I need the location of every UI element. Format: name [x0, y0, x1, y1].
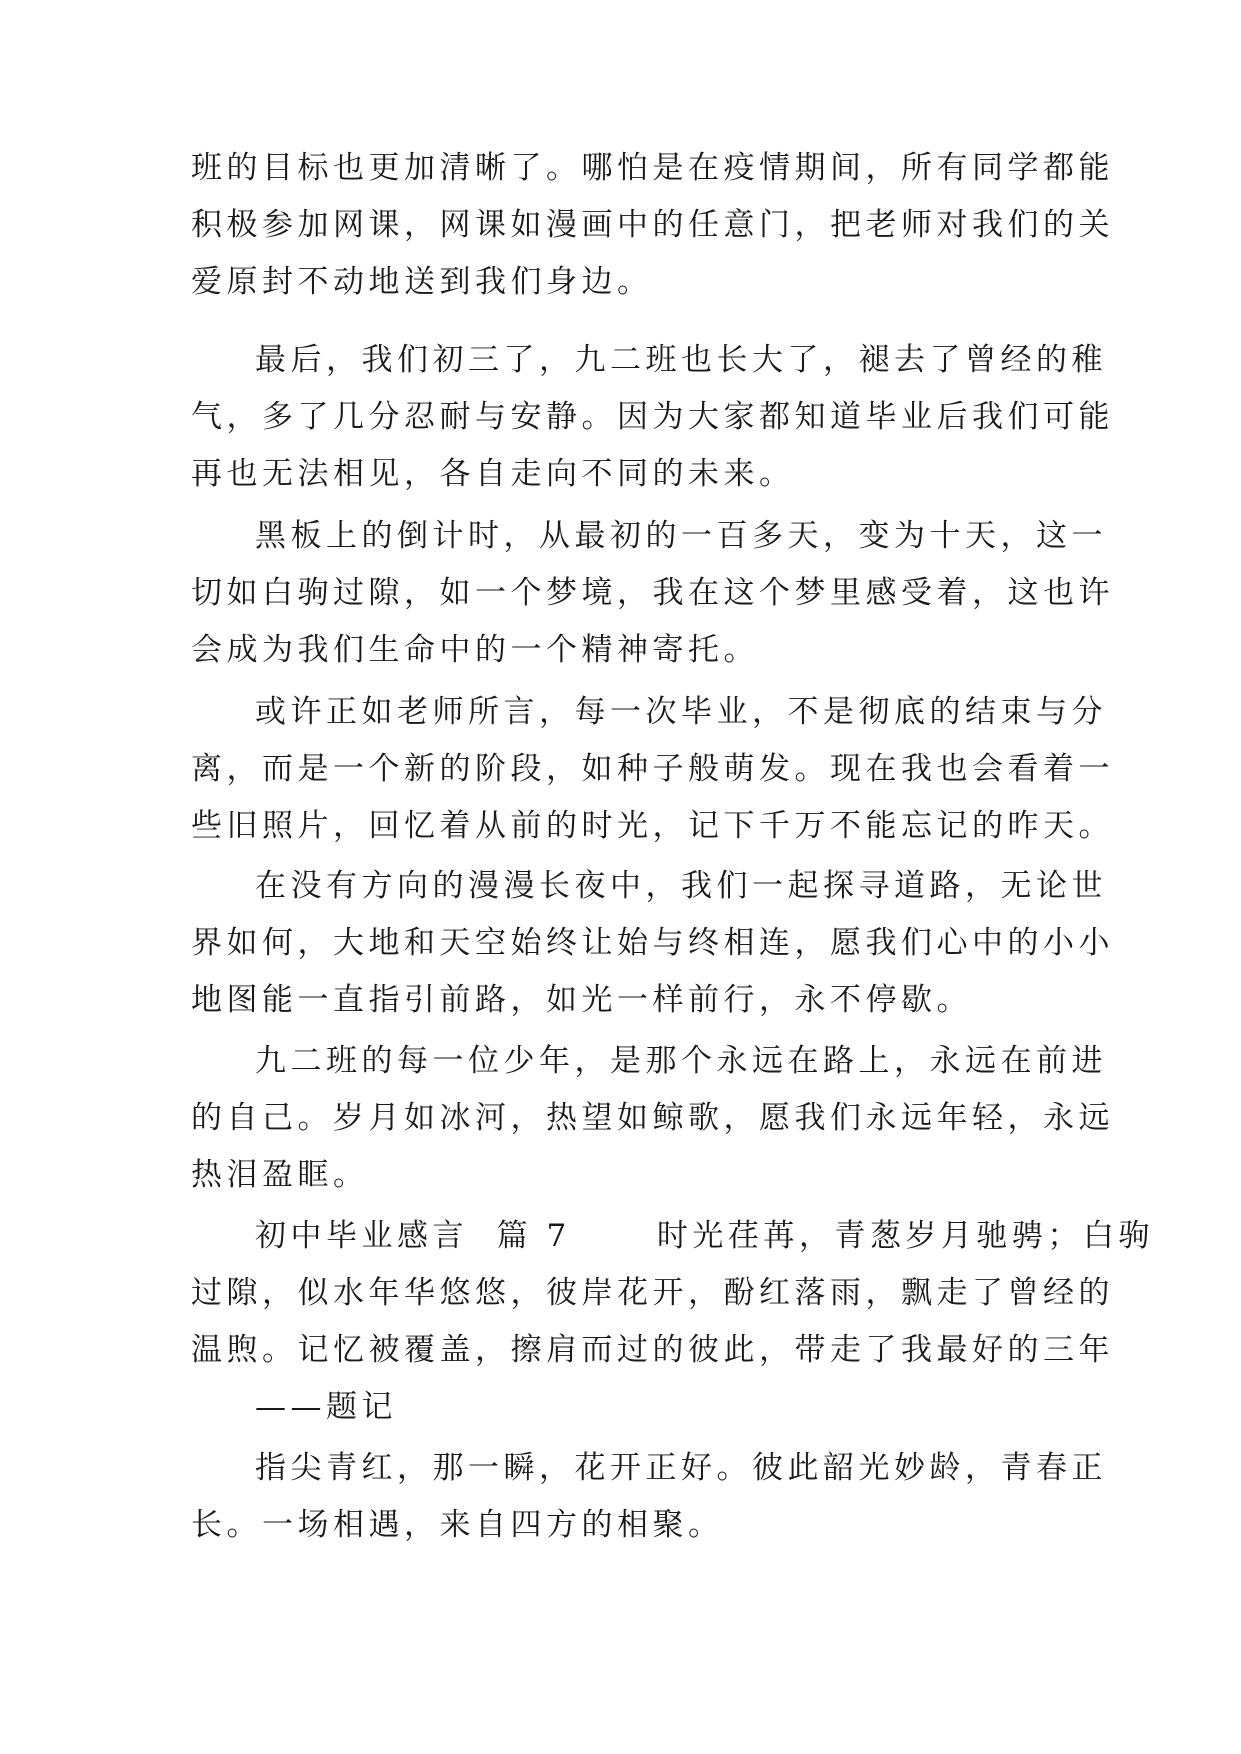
- paragraph-1-line-2: 积极参加网课，网课如漫画中的任意门，把老师对我们的关: [191, 207, 1114, 243]
- paragraph-4-line-1: 或许正如老师所言，每一次毕业，不是彻底的结束与分: [255, 694, 1107, 730]
- paragraph-5-line-1: 在没有方向的漫漫长夜中，我们一起探寻道路，无论世: [255, 868, 1107, 904]
- paragraph-9-line-1: 指尖青红，那一瞬，花开正好。彼此韶光妙龄，青春正: [255, 1450, 1107, 1486]
- epigraph-attribution: ——题记: [255, 1389, 397, 1425]
- paragraph-3-line-2: 切如白驹过隙，如一个梦境，我在这个梦里感受着，这也许: [191, 575, 1114, 611]
- paragraph-6-line-2: 的自己。岁月如冰河，热望如鲸歌，愿我们永远年轻，永远: [191, 1100, 1114, 1136]
- paragraph-2-line-3: 再也无法相见，各自走向不同的未来。: [191, 456, 795, 492]
- paragraph-4-line-2: 离，而是一个新的阶段，如种子般萌发。现在我也会看着一: [191, 751, 1114, 787]
- paragraph-7-line-3: 温煦。记忆被覆盖，擦肩而过的彼此，带走了我最好的三年: [191, 1332, 1114, 1368]
- paragraph-4-line-3: 些旧照片，回忆着从前的时光，记下千万不能忘记的昨天。: [191, 808, 1114, 844]
- paragraph-5-line-2: 界如何，大地和天空始终让始与终相连，愿我们心中的小小: [191, 925, 1114, 961]
- paragraph-6-line-1: 九二班的每一位少年，是那个永远在路上，永远在前进: [255, 1043, 1107, 1079]
- paragraph-7-line-2: 过隙，似水年华悠悠，彼岸花开，酚红落雨，飘走了曾经的: [191, 1275, 1114, 1311]
- paragraph-9-line-2: 长。一场相遇，来自四方的相聚。: [191, 1507, 724, 1543]
- paragraph-3-line-1: 黑板上的倒计时，从最初的一百多天，变为十天，这一: [255, 518, 1107, 554]
- paragraph-2-line-1: 最后，我们初三了，九二班也长大了，褪去了曾经的稚: [255, 342, 1107, 378]
- paragraph-1-line-1: 班的目标也更加清晰了。哪怕是在疫情期间，所有同学都能: [191, 150, 1114, 186]
- paragraph-6-line-3: 热泪盈眶。: [191, 1157, 369, 1193]
- paragraph-1-line-3: 爱原封不动地送到我们身边。: [191, 264, 653, 300]
- paragraph-5-line-3: 地图能一直指引前路，如光一样前行，永不停歇。: [191, 982, 972, 1018]
- paragraph-7-line-1: 初中毕业感言 篇 7 时光荏苒，青葱岁月驰骋；白驹: [255, 1218, 1154, 1254]
- paragraph-2-line-2: 气，多了几分忍耐与安静。因为大家都知道毕业后我们可能: [191, 399, 1114, 435]
- paragraph-3-line-3: 会成为我们生命中的一个精神寄托。: [191, 632, 759, 668]
